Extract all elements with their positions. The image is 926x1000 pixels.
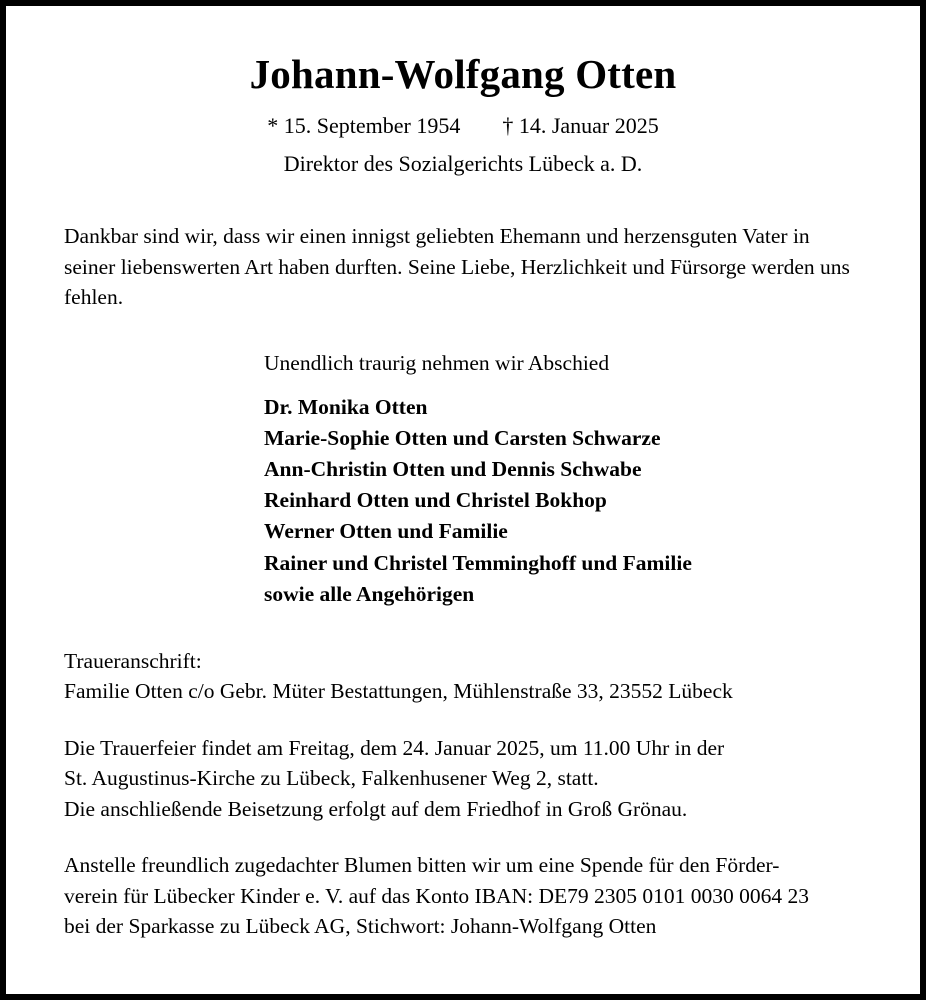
mourner-name: Dr. Monika Otten <box>264 394 428 419</box>
farewell-block <box>64 351 862 610</box>
mourner-name: Ann-Christin Otten und Dennis Schwabe <box>264 456 642 481</box>
address-label: Traueranschrift: <box>64 648 202 673</box>
donation-line-2: verein für Lübecker Kinder e. V. auf das Konto IBAN: DE79 2305 0101 0030 0064 23 <box>64 883 809 908</box>
address-section <box>64 646 862 707</box>
mourner-name: Reinhard Otten und Christel Bokhop <box>264 488 607 513</box>
mourner-name: Werner Otten und Familie <box>264 519 508 544</box>
life-dates <box>64 113 862 139</box>
intro-paragraph: Dankbar sind wir, dass wir einen innigst geliebten Ehemann und herzensguten Vater in seiner liebenswerten Art haben durften. Seine Liebe, Herzlichkeit und Fürsorge werden uns fehlen. <box>64 224 850 310</box>
address-value: Familie Otten c/o Gebr. Müter Bestattungen, Mühlenstraße 33, 23552 Lübeck <box>64 679 733 704</box>
ceremony-section <box>64 733 862 825</box>
donation-line-1: Anstelle freundlich zugedachter Blumen bitten wir um eine Spende für den Förder- <box>64 853 780 878</box>
donation-section <box>64 850 862 942</box>
ceremony-line-3: Die anschließende Beisetzung erfolgt auf dem Friedhof in Groß Grönau. <box>64 796 688 821</box>
professional-title: Direktor des Sozialgerichts Lübeck a. D. <box>283 151 643 177</box>
mourner-name: sowie alle Angehörigen <box>264 581 475 606</box>
mourner-name: Marie-Sophie Otten und Carsten Schwarze <box>264 425 661 450</box>
death-date: † 14. Januar 2025 <box>502 113 659 139</box>
birth-date: * 15. September 1954 <box>267 113 461 139</box>
deceased-name: Johann-Wolfgang Otten <box>249 51 677 97</box>
ceremony-line-2: St. Augustinus-Kirche zu Lübeck, Falkenhusener Weg 2, statt. <box>64 766 599 791</box>
ceremony-line-1: Die Trauerfeier findet am Freitag, dem 24. Januar 2025, um 11.00 Uhr in der <box>64 735 725 760</box>
mourner-name: Rainer und Christel Temminghoff und Familie <box>264 550 692 575</box>
farewell-lead: Unendlich traurig nehmen wir Abschied <box>264 350 610 375</box>
donation-line-3: bei der Sparkasse zu Lübeck AG, Stichwort: Johann-Wolfgang Otten <box>64 914 657 939</box>
